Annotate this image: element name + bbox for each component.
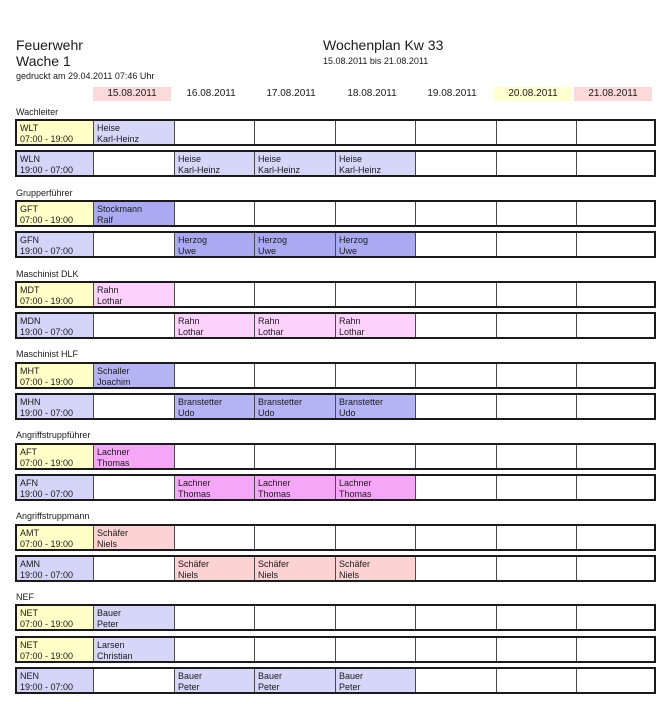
assignee-surname: Lachner — [178, 478, 211, 488]
shift-cell[interactable] — [17, 395, 93, 418]
shift-code: MDT — [20, 285, 40, 295]
assignee-surname: Stockmann — [97, 204, 143, 214]
assignment-cell[interactable] — [415, 121, 496, 144]
assignment-cell[interactable] — [254, 364, 335, 387]
assignment-cell[interactable] — [335, 364, 415, 387]
assignee-firstname: Lothar — [178, 327, 204, 337]
assignment-cell[interactable] — [335, 526, 415, 549]
section-title: NEF — [16, 592, 34, 602]
assignee-surname: Herzog — [258, 235, 288, 245]
section-title: Angriffstruppmann — [16, 511, 90, 521]
assignment-cell[interactable] — [415, 638, 496, 661]
day-header: 15.08.2011 — [93, 87, 171, 101]
assignee-firstname: Lothar — [97, 296, 123, 306]
assignee-surname: Rahn — [258, 316, 280, 326]
assignment-cell[interactable] — [335, 476, 415, 499]
assignee-surname: Branstetter — [339, 397, 384, 407]
assignment-cell[interactable] — [576, 233, 658, 256]
plan-title: Wochenplan Kw 33 — [323, 37, 444, 53]
assignee-surname: Heise — [178, 154, 202, 164]
assignment-cell[interactable] — [415, 526, 496, 549]
assignment-cell[interactable] — [335, 283, 415, 306]
schedule-row — [15, 200, 656, 227]
shift-cell[interactable] — [17, 233, 93, 256]
assignment-cell[interactable] — [93, 526, 174, 549]
schedule-row — [15, 362, 656, 389]
assignee-firstname: Niels — [339, 570, 360, 580]
assignment-cell[interactable] — [415, 364, 496, 387]
schedule-row — [15, 393, 656, 420]
assignee-surname: Lachner — [339, 478, 372, 488]
shift-code: WLN — [20, 154, 40, 164]
assignment-cell[interactable] — [93, 202, 174, 225]
assignment-cell[interactable] — [496, 202, 576, 225]
assignment-cell[interactable] — [415, 476, 496, 499]
shift-cell[interactable] — [17, 283, 93, 306]
assignment-cell[interactable] — [496, 669, 576, 692]
schedule-row — [15, 555, 656, 582]
schedule-row — [15, 604, 656, 631]
assignment-cell[interactable] — [576, 476, 658, 499]
schedule-row — [15, 231, 656, 258]
shift-code: MHT — [20, 366, 40, 376]
assignee-firstname: Lothar — [258, 327, 284, 337]
assignment-cell[interactable] — [254, 445, 335, 468]
assignment-cell[interactable] — [93, 395, 174, 418]
assignment-cell[interactable] — [496, 557, 576, 580]
assignee-firstname: Thomas — [97, 458, 130, 468]
assignment-cell[interactable] — [254, 121, 335, 144]
assignment-cell[interactable] — [415, 445, 496, 468]
assignment-cell[interactable] — [576, 202, 658, 225]
shift-cell[interactable] — [17, 606, 93, 629]
assignment-cell[interactable] — [415, 233, 496, 256]
assignee-firstname: Udo — [339, 408, 356, 418]
assignee-firstname: Thomas — [178, 489, 211, 499]
shift-time: 07:00 - 19:00 — [20, 377, 74, 387]
section-title: Grupperführer — [16, 188, 73, 198]
assignment-cell[interactable] — [254, 202, 335, 225]
shift-time: 19:00 - 07:00 — [20, 570, 74, 580]
assignment-cell[interactable] — [254, 557, 335, 580]
assignee-firstname: Lothar — [339, 327, 365, 337]
assignment-cell[interactable] — [174, 121, 254, 144]
assignment-cell[interactable] — [415, 395, 496, 418]
assignment-cell[interactable] — [415, 152, 496, 175]
shift-cell[interactable] — [17, 364, 93, 387]
shift-cell[interactable] — [17, 152, 93, 175]
assignee-surname: Bauer — [178, 671, 203, 681]
shift-code: NEN — [20, 671, 40, 681]
printed-timestamp: gedruckt am 29.04.2011 07:46 Uhr — [16, 71, 155, 81]
shift-cell[interactable] — [17, 526, 93, 549]
assignee-surname: Branstetter — [178, 397, 223, 407]
assignee-surname: Schäfer — [258, 559, 290, 569]
schedule-row — [15, 636, 656, 663]
assignee-surname: Rahn — [339, 316, 361, 326]
assignment-cell[interactable] — [335, 152, 415, 175]
assignment-cell[interactable] — [174, 669, 254, 692]
assignment-cell[interactable] — [174, 202, 254, 225]
assignment-cell[interactable] — [93, 445, 174, 468]
assignment-cell[interactable] — [254, 638, 335, 661]
assignment-cell[interactable] — [576, 283, 658, 306]
assignee-firstname: Karl-Heinz — [178, 165, 221, 175]
assignment-cell[interactable] — [576, 445, 658, 468]
schedule-row — [15, 119, 656, 146]
assignment-cell[interactable] — [335, 233, 415, 256]
assignee-firstname: Peter — [97, 619, 119, 629]
assignment-cell[interactable] — [174, 476, 254, 499]
assignment-cell[interactable] — [93, 669, 174, 692]
assignment-cell[interactable] — [496, 526, 576, 549]
assignment-cell[interactable] — [415, 314, 496, 337]
assignment-cell[interactable] — [415, 283, 496, 306]
day-header: 19.08.2011 — [413, 87, 491, 101]
assignment-cell[interactable] — [496, 638, 576, 661]
assignee-surname: Schaller — [97, 366, 130, 376]
shift-time: 19:00 - 07:00 — [20, 408, 74, 418]
assignment-cell[interactable] — [174, 638, 254, 661]
assignee-firstname: Niels — [258, 570, 279, 580]
shift-cell[interactable] — [17, 314, 93, 337]
shift-cell[interactable] — [17, 669, 93, 692]
assignment-cell[interactable] — [496, 476, 576, 499]
assignee-surname: Rahn — [178, 316, 200, 326]
assignee-surname: Heise — [258, 154, 282, 164]
assignment-cell[interactable] — [93, 476, 174, 499]
assignment-cell[interactable] — [174, 283, 254, 306]
shift-code: AFN — [20, 478, 38, 488]
org-name: Feuerwehr — [16, 37, 83, 53]
assignment-cell[interactable] — [254, 526, 335, 549]
assignee-surname: Heise — [97, 123, 121, 133]
shift-cell[interactable] — [17, 638, 93, 661]
assignment-cell[interactable] — [93, 233, 174, 256]
assignment-cell[interactable] — [254, 233, 335, 256]
assignment-cell[interactable] — [174, 314, 254, 337]
assignee-surname: Bauer — [258, 671, 283, 681]
assignment-cell[interactable] — [496, 364, 576, 387]
assignment-cell[interactable] — [496, 233, 576, 256]
assignment-cell[interactable] — [174, 445, 254, 468]
shift-code: AMT — [20, 528, 39, 538]
assignment-cell[interactable] — [254, 314, 335, 337]
assignment-cell[interactable] — [174, 557, 254, 580]
shift-code: WLT — [20, 123, 39, 133]
assignment-cell[interactable] — [496, 606, 576, 629]
assignee-surname: Bauer — [339, 671, 364, 681]
assignment-cell[interactable] — [335, 121, 415, 144]
unit-name: Wache 1 — [16, 53, 71, 69]
shift-time: 07:00 - 19:00 — [20, 651, 74, 661]
shift-code: MDN — [20, 316, 41, 326]
shift-time: 07:00 - 19:00 — [20, 458, 74, 468]
assignee-surname: Schäfer — [339, 559, 371, 569]
assignment-cell[interactable] — [576, 121, 658, 144]
assignment-cell[interactable] — [576, 152, 658, 175]
assignment-cell[interactable] — [496, 314, 576, 337]
assignment-cell[interactable] — [415, 557, 496, 580]
assignment-cell[interactable] — [335, 445, 415, 468]
assignee-firstname: Uwe — [258, 246, 277, 256]
section-title: Maschinist HLF — [16, 349, 79, 359]
shift-time: 07:00 - 19:00 — [20, 539, 74, 549]
assignment-cell[interactable] — [174, 152, 254, 175]
assignment-cell[interactable] — [93, 557, 174, 580]
assignment-cell[interactable] — [174, 364, 254, 387]
assignment-cell[interactable] — [576, 669, 658, 692]
day-header: 21.08.2011 — [574, 87, 652, 101]
assignment-cell[interactable] — [254, 152, 335, 175]
day-header: 17.08.2011 — [252, 87, 330, 101]
assignment-cell[interactable] — [174, 233, 254, 256]
assignment-cell[interactable] — [496, 395, 576, 418]
shift-code: NET — [20, 608, 38, 618]
assignee-surname: Schäfer — [97, 528, 129, 538]
assignee-surname: Herzog — [178, 235, 208, 245]
assignee-firstname: Karl-Heinz — [97, 134, 140, 144]
assignment-cell[interactable] — [254, 669, 335, 692]
assignment-cell[interactable] — [496, 445, 576, 468]
assignment-cell[interactable] — [335, 606, 415, 629]
day-header: 18.08.2011 — [333, 87, 411, 101]
assignee-firstname: Udo — [178, 408, 195, 418]
assignment-cell[interactable] — [254, 606, 335, 629]
assignee-surname: Larsen — [97, 640, 125, 650]
shift-code: AMN — [20, 559, 40, 569]
assignment-cell[interactable] — [93, 152, 174, 175]
shift-time: 19:00 - 07:00 — [20, 489, 74, 499]
assignment-cell[interactable] — [335, 314, 415, 337]
assignment-cell[interactable] — [93, 314, 174, 337]
shift-cell[interactable] — [17, 121, 93, 144]
assignee-firstname: Uwe — [178, 246, 197, 256]
assignment-cell[interactable] — [496, 152, 576, 175]
schedule-row — [15, 667, 656, 694]
assignment-cell[interactable] — [174, 526, 254, 549]
schedule-row — [15, 312, 656, 339]
assignment-cell[interactable] — [415, 202, 496, 225]
assignee-firstname: Karl-Heinz — [258, 165, 301, 175]
schedule-row — [15, 524, 656, 551]
assignee-firstname: Niels — [178, 570, 199, 580]
assignment-cell[interactable] — [335, 557, 415, 580]
assignee-firstname: Peter — [258, 682, 280, 692]
assignee-surname: Herzog — [339, 235, 369, 245]
assignee-firstname: Niels — [97, 539, 118, 549]
assignment-cell[interactable] — [93, 364, 174, 387]
shift-time: 07:00 - 19:00 — [20, 296, 74, 306]
assignee-firstname: Thomas — [339, 489, 372, 499]
schedule-row — [15, 443, 656, 470]
shift-time: 07:00 - 19:00 — [20, 619, 74, 629]
shift-cell[interactable] — [17, 445, 93, 468]
assignment-cell[interactable] — [576, 526, 658, 549]
shift-time: 19:00 - 07:00 — [20, 165, 74, 175]
shift-cell[interactable] — [17, 202, 93, 225]
assignee-surname: Branstetter — [258, 397, 303, 407]
assignment-cell[interactable] — [93, 121, 174, 144]
assignee-surname: Lachner — [258, 478, 291, 488]
assignment-cell[interactable] — [496, 121, 576, 144]
assignment-cell[interactable] — [576, 314, 658, 337]
day-header: 16.08.2011 — [172, 87, 250, 101]
assignment-cell[interactable] — [93, 638, 174, 661]
date-range: 15.08.2011 bis 21.08.2011 — [323, 56, 429, 66]
assignment-cell[interactable] — [335, 669, 415, 692]
schedule-row — [15, 281, 656, 308]
assignee-surname: Bauer — [97, 608, 122, 618]
assignment-cell[interactable] — [174, 395, 254, 418]
assignee-firstname: Peter — [178, 682, 200, 692]
assignment-cell[interactable] — [254, 283, 335, 306]
shift-code: NET — [20, 640, 38, 650]
assignee-surname: Lachner — [97, 447, 130, 457]
shift-code: MHN — [20, 397, 41, 407]
assignee-firstname: Uwe — [339, 246, 358, 256]
section-title: Angriffstruppführer — [16, 430, 91, 440]
assignment-cell[interactable] — [496, 283, 576, 306]
assignee-firstname: Karl-Heinz — [339, 165, 382, 175]
assignment-cell[interactable] — [576, 364, 658, 387]
assignee-surname: Rahn — [97, 285, 119, 295]
assignment-cell[interactable] — [335, 638, 415, 661]
assignment-cell[interactable] — [576, 395, 658, 418]
assignment-cell[interactable] — [576, 557, 658, 580]
shift-code: GFN — [20, 235, 39, 245]
schedule-row — [15, 474, 656, 501]
assignee-firstname: Peter — [339, 682, 361, 692]
assignment-cell[interactable] — [576, 638, 658, 661]
assignment-cell[interactable] — [93, 606, 174, 629]
assignment-cell[interactable] — [415, 606, 496, 629]
section-title: Wachleiter — [16, 107, 59, 117]
shift-time: 07:00 - 19:00 — [20, 134, 74, 144]
assignment-cell[interactable] — [415, 669, 496, 692]
shift-cell[interactable] — [17, 557, 93, 580]
assignment-cell[interactable] — [335, 395, 415, 418]
assignee-surname: Heise — [339, 154, 363, 164]
shift-time: 19:00 - 07:00 — [20, 246, 74, 256]
shift-time: 19:00 - 07:00 — [20, 327, 74, 337]
assignment-cell[interactable] — [335, 202, 415, 225]
shift-time: 07:00 - 19:00 — [20, 215, 74, 225]
assignee-firstname: Udo — [258, 408, 275, 418]
shift-code: GFT — [20, 204, 38, 214]
assignment-cell[interactable] — [254, 476, 335, 499]
assignment-cell[interactable] — [254, 395, 335, 418]
shift-code: AFT — [20, 447, 37, 457]
assignee-firstname: Christian — [97, 651, 133, 661]
assignee-firstname: Ralf — [97, 215, 114, 225]
assignee-surname: Schäfer — [178, 559, 210, 569]
section-title: Maschinist DLK — [16, 269, 79, 279]
schedule-row — [15, 150, 656, 177]
shift-cell[interactable] — [17, 476, 93, 499]
assignment-cell[interactable] — [174, 606, 254, 629]
assignee-firstname: Joachim — [97, 377, 131, 387]
assignee-firstname: Thomas — [258, 489, 291, 499]
day-header: 20.08.2011 — [494, 87, 572, 101]
assignment-cell[interactable] — [576, 606, 658, 629]
assignment-cell[interactable] — [93, 283, 174, 306]
shift-time: 19:00 - 07:00 — [20, 682, 74, 692]
